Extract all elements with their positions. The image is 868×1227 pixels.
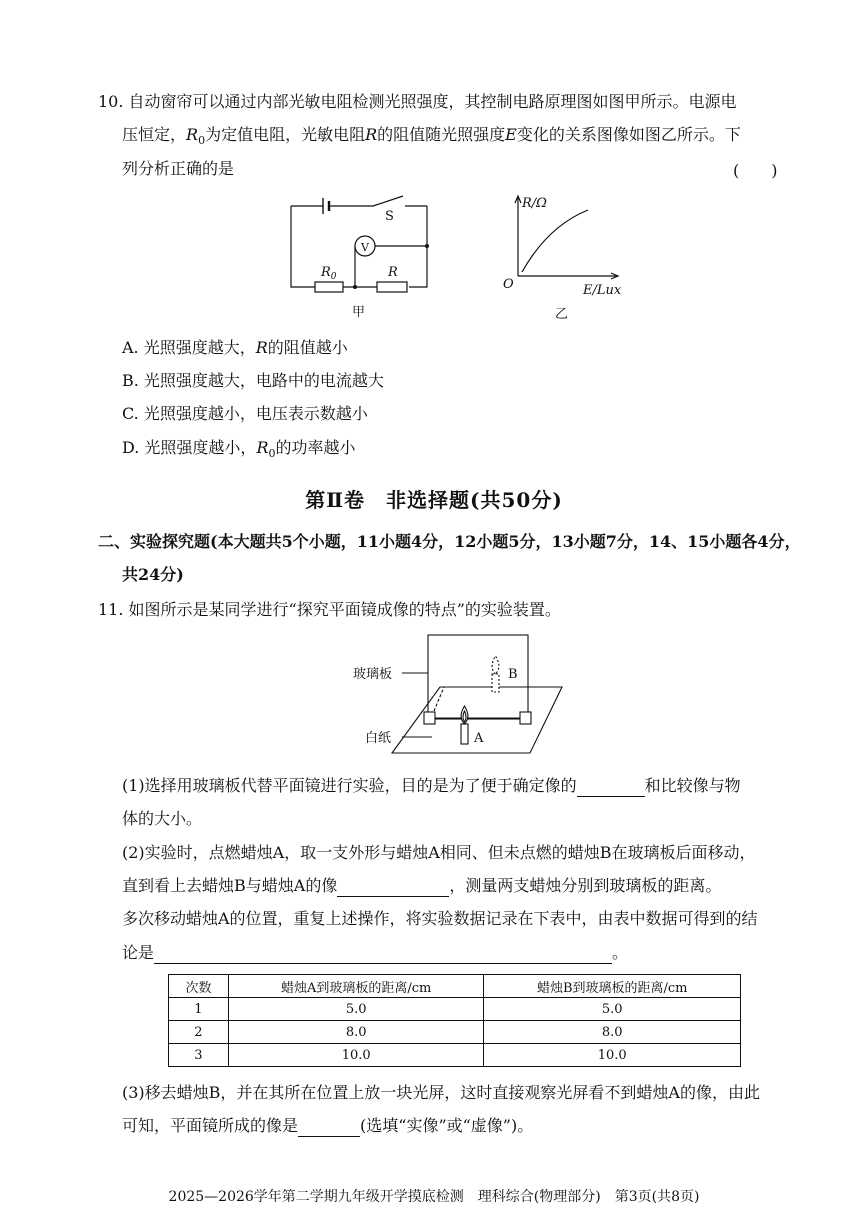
glass-plate-label: 玻璃板 bbox=[353, 667, 393, 682]
table-header-cell: 蜡烛A到玻璃板的距离/cm bbox=[228, 975, 484, 998]
table-cell: 3 bbox=[169, 1044, 229, 1067]
q11-sub2-line4: 论是 。 bbox=[122, 943, 629, 962]
switch-label: S bbox=[385, 209, 394, 224]
table-header-cell: 蜡烛B到玻璃板的距离/cm bbox=[484, 975, 741, 998]
q10-stem-line2: 压恒定，$R_0$为定值电阻，光敏电阻R的阻值随光照强度E变化的关系图像如图乙所示。下 bbox=[122, 125, 741, 148]
table-cell: 8.0 bbox=[484, 1021, 741, 1044]
q11-sub3-line1: (3)移去蜡烛B，并在其所在位置上放一块光屏，这时直接观察光屏看不到蜡烛A的像，由此 bbox=[122, 1083, 760, 1102]
answer-blank-3[interactable] bbox=[154, 946, 612, 964]
table-cell: 5.0 bbox=[228, 998, 484, 1021]
answer-blank-1[interactable] bbox=[577, 779, 645, 797]
table-cell: 1 bbox=[169, 998, 229, 1021]
graph-origin: O bbox=[503, 277, 514, 292]
plane-mirror-apparatus bbox=[350, 632, 580, 758]
graph-xlabel: E/Lux bbox=[583, 283, 622, 298]
option-d: D. 光照强度越小，$R_0$的功率越小 bbox=[122, 438, 356, 461]
q11-sub1-line2: 体的大小。 bbox=[122, 809, 203, 828]
q11-sub3-line2: 可知，平面镜所成的像是 (选填“实像”或“虚像”)。 bbox=[122, 1116, 534, 1135]
q10-stem-line3: 列分析正确的是 bbox=[122, 159, 235, 178]
option-a: A. 光照强度越大，R的阻值越小 bbox=[122, 338, 348, 357]
section-title: 第Ⅱ卷 非选择题(共50分) bbox=[305, 488, 563, 512]
table-header-cell: 次数 bbox=[169, 975, 229, 998]
white-paper-label: 白纸 bbox=[365, 731, 392, 746]
circuit-diagram-jia bbox=[285, 190, 445, 320]
candle-b-label: B bbox=[508, 667, 518, 682]
answer-parentheses: ( ) bbox=[733, 161, 778, 180]
q10-stem-line1: 10. 自动窗帘可以通过内部光敏电阻检测光照强度，其控制电路原理图如图甲所示。电源电 bbox=[98, 92, 737, 111]
table-cell: 10.0 bbox=[484, 1044, 741, 1067]
graph-yi bbox=[500, 192, 630, 322]
table-cell: 5.0 bbox=[484, 998, 741, 1021]
table-row bbox=[169, 998, 741, 1021]
page-footer: 2025—2026学年第二学期九年级开学摸底检测 理科综合(物理部分) 第3页(共8页) bbox=[168, 1189, 700, 1205]
r0-label: $R_0$ bbox=[321, 265, 337, 282]
table-cell: 10.0 bbox=[228, 1044, 484, 1067]
q11-sub2-line3: 多次移动蜡烛A的位置，重复上述操作，将实验数据记录在下表中，由表中数据可得到的结 bbox=[122, 909, 758, 928]
part2-heading-line2: 共24分) bbox=[122, 565, 184, 584]
table-cell: 2 bbox=[169, 1021, 229, 1044]
answer-blank-2[interactable] bbox=[337, 879, 449, 897]
figure-caption-jia: 甲 bbox=[352, 305, 366, 320]
table-row bbox=[169, 1044, 741, 1067]
answer-blank-4[interactable] bbox=[298, 1119, 360, 1137]
figure-caption-yi: 乙 bbox=[555, 307, 569, 322]
part2-heading-line1: 二、实验探究题(本大题共5个小题，11小题4分，12小题5分，13小题7分，14、15小题各4分， bbox=[98, 532, 801, 551]
voltmeter-label: V bbox=[361, 241, 369, 254]
table-row bbox=[169, 1021, 741, 1044]
option-b: B. 光照强度越大，电路中的电流越大 bbox=[122, 371, 384, 390]
r-label: R bbox=[388, 265, 398, 280]
q11-stem: 11. 如图所示是某同学进行“探究平面镜成像的特点”的实验装置。 bbox=[98, 600, 561, 619]
q11-sub1-line1: (1)选择用玻璃板代替平面镜进行实验，目的是为了便于确定像的 和比较像与物 bbox=[122, 776, 741, 795]
q11-sub2-line2: 直到看上去蜡烛B与蜡烛A的像 ，测量两支蜡烛分别到玻璃板的距离。 bbox=[122, 876, 722, 895]
table-header-row bbox=[169, 975, 741, 998]
q11-sub2-line1: (2)实验时，点燃蜡烛A，取一支外形与蜡烛A相同、但未点燃的蜡烛B在玻璃板后面移动， bbox=[122, 843, 756, 862]
graph-ylabel: R/Ω bbox=[522, 196, 547, 211]
option-c: C. 光照强度越小，电压表示数越小 bbox=[122, 404, 368, 423]
candle-a-label: A bbox=[474, 731, 484, 746]
data-table bbox=[168, 974, 741, 1067]
table-cell: 8.0 bbox=[228, 1021, 484, 1044]
